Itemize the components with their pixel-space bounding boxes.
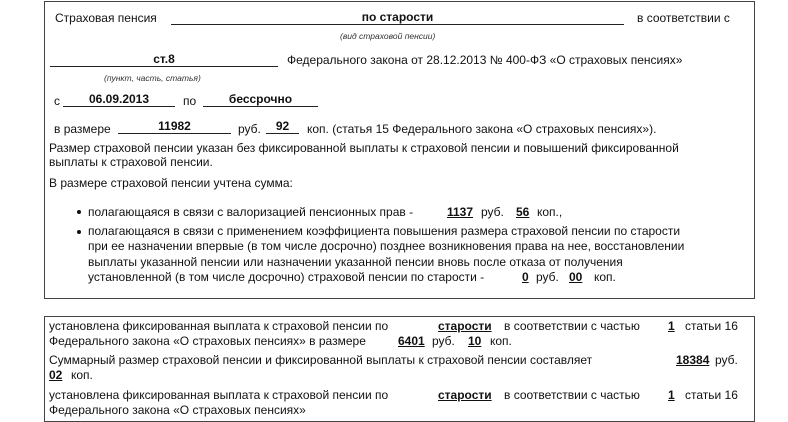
- bullet1-text: полагающаяся в связи с валоризацией пенсионных прав -: [88, 205, 414, 219]
- bullet-icon: [77, 210, 81, 214]
- amount-rub-value: 11982: [118, 119, 231, 134]
- bullet2-line1: полагающаяся в связи с применением коэффициента повышения размера страховой пенсии по старости: [88, 224, 681, 238]
- fixed-line1-part: 1: [668, 319, 675, 333]
- fixed-line1-type: старости: [438, 319, 492, 333]
- from-label: с: [54, 94, 60, 108]
- bullet1-kop-label: коп.,: [537, 205, 563, 219]
- bullet2-line4: установленной (в том числе досрочно) страховой пенсии по старости -: [88, 270, 485, 284]
- total-amount-kop: 02: [49, 368, 63, 382]
- fixed-rub-label: руб.: [432, 334, 455, 348]
- bullet2-kop-label: коп.: [594, 270, 616, 284]
- fixed-line5-text3: статьи 16: [685, 388, 738, 402]
- fixed-line6-text: Федерального закона «О страховых пенсиях»: [49, 403, 306, 417]
- bullet2-kop-value: 00: [569, 270, 583, 284]
- amount-kop-value: 92: [266, 119, 299, 134]
- to-label: по: [183, 94, 197, 108]
- total-rub-label: руб.: [715, 353, 738, 367]
- total-line-text: Суммарный размер страховой пенсии и фиксированной выплаты к страховой пенсии составляет: [49, 353, 593, 367]
- para2: В размере страховой пенсии учтена сумма:: [49, 176, 293, 190]
- in-accordance-label: в соответствии с: [637, 11, 730, 25]
- amount-label: в размере: [54, 122, 111, 136]
- bullet2-rub-value: 0: [522, 270, 529, 284]
- fixed-kop-label: коп.: [490, 334, 512, 348]
- article-note: (пункт, часть, статья): [104, 73, 201, 83]
- fixed-amount-rub: 6401: [398, 334, 425, 348]
- fixed-amount-kop: 10: [468, 334, 482, 348]
- law-text: Федерального закона от 28.12.2013 № 400-ФЗ «О страховых пенсиях»: [287, 53, 683, 67]
- fixed-line1-text: установлена фиксированная выплата к страховой пенсии по: [49, 319, 389, 333]
- date-from-value: 06.09.2013: [63, 92, 175, 107]
- fixed-line1-text2: в соответствии с частью: [504, 319, 640, 333]
- article-value: ст.8: [50, 52, 278, 67]
- pension-type-note: (вид страховой пенсии): [340, 31, 436, 41]
- fixed-line2-text: Федерального закона «О страховых пенсиях» в размере: [49, 334, 366, 348]
- bullet2-line2: при ее назначении впервые (в том числе досрочно) позднее возникновения права на нее, восстановлении: [88, 239, 685, 253]
- date-to-value: бессрочно: [203, 92, 318, 107]
- kop-tail: коп. (статья 15 Федерального закона «О страховых пенсиях»).: [307, 122, 657, 136]
- bullet-icon: [77, 230, 81, 234]
- fixed-line5-part: 1: [668, 388, 675, 402]
- fixed-line5-text: установлена фиксированная выплата к страховой пенсии по: [49, 388, 389, 402]
- para1-line1: Размер страховой пенсии указан без фиксированной выплаты к страховой пенсии и повышений фиксированной: [49, 141, 679, 155]
- fixed-line5-text2: в соответствии с частью: [504, 388, 640, 402]
- bullet1-rub-label: руб.: [481, 205, 504, 219]
- pension-label: Страховая пенсия: [55, 11, 157, 25]
- pension-type-value: по старости: [171, 10, 624, 25]
- bullet2-line3: выплаты указанной пенсии или назначении указанной пенсии вновь после отказа от получения: [88, 255, 623, 269]
- fixed-line1-text3: статьи 16: [685, 319, 738, 333]
- total-kop-label: коп.: [71, 368, 93, 382]
- para1-line2: выплаты к страховой пенсии.: [49, 155, 213, 169]
- rub-label: руб.: [238, 122, 261, 136]
- bullet2-rub-label: руб.: [536, 270, 559, 284]
- total-amount-rub: 18384: [676, 353, 710, 367]
- fixed-line5-type: старости: [438, 388, 492, 402]
- bullet1-rub-value: 1137: [447, 205, 474, 219]
- bullet1-kop-value: 56: [516, 205, 530, 219]
